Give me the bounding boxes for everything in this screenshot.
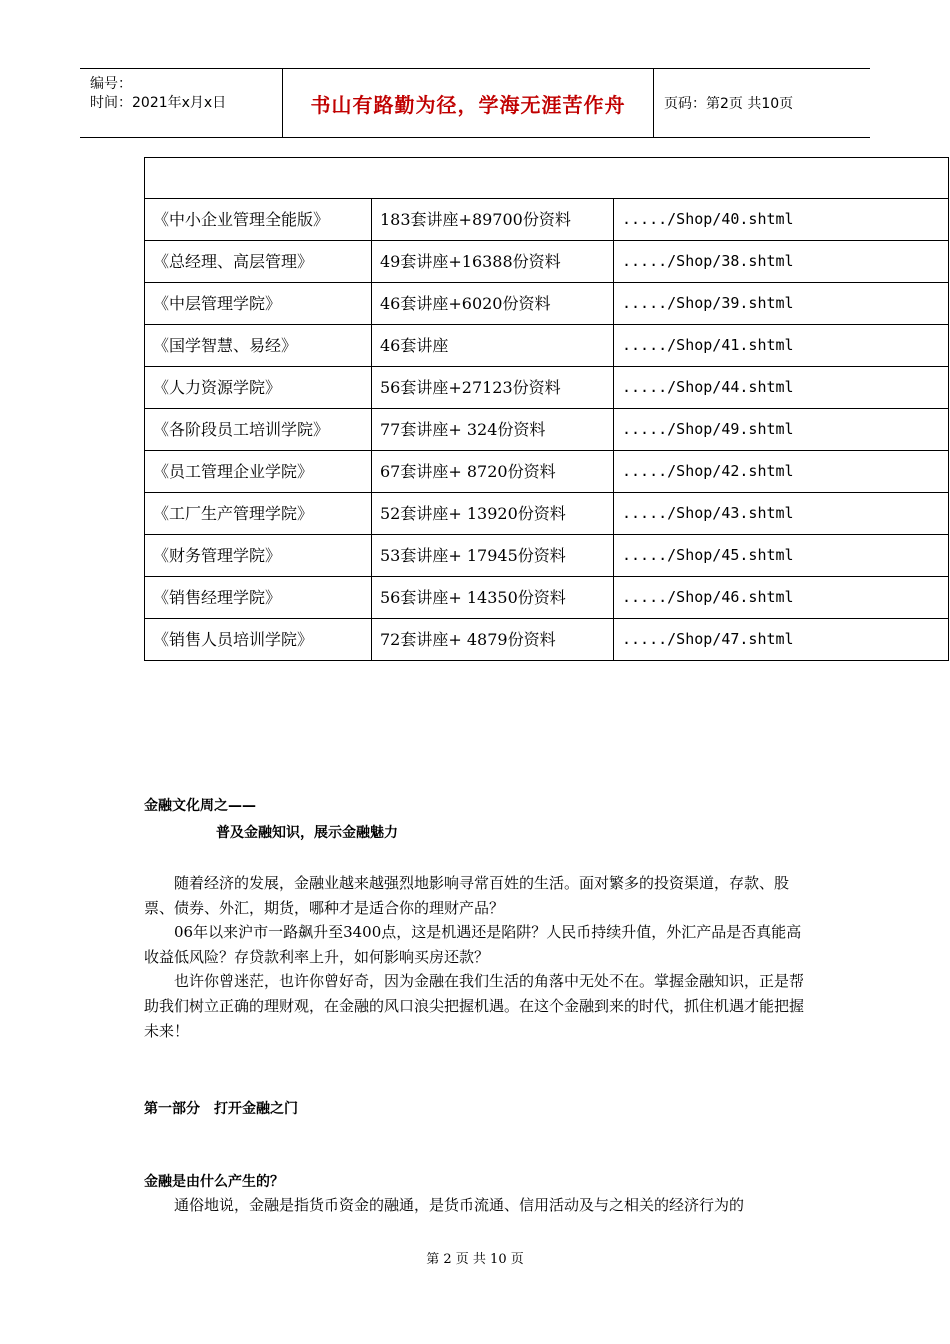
course-name-cell: 《财务管理学院》 (145, 535, 372, 577)
course-content-cell: 52套讲座+ 13920份资料 (372, 493, 614, 535)
course-content-cell: 77套讲座+ 324份资料 (372, 409, 614, 451)
course-name-cell: 《总经理、高层管理》 (145, 241, 372, 283)
header-meta (80, 69, 283, 137)
course-url-cell: ...../Shop/39.shtml (614, 283, 949, 325)
course-url-cell: ...../Shop/44.shtml (614, 367, 949, 409)
time-label: 时间：2021年x月x日 (90, 95, 227, 111)
course-content-cell: 49套讲座+16388份资料 (372, 241, 614, 283)
table-row (145, 493, 949, 535)
course-name-cell: 《中层管理学院》 (145, 283, 372, 325)
number-label: 编号： (90, 76, 132, 92)
course-content-cell: 56套讲座+ 14350份资料 (372, 577, 614, 619)
course-url-cell: ...../Shop/47.shtml (614, 619, 949, 661)
course-url-cell: ...../Shop/45.shtml (614, 535, 949, 577)
table-row (145, 619, 949, 661)
course-name-cell: 《销售经理学院》 (145, 577, 372, 619)
header-page-label: 页码：第2页 共10页 (664, 96, 794, 112)
course-name-cell: 《销售人员培训学院》 (145, 619, 372, 661)
table-row (145, 451, 949, 493)
table-row (145, 535, 949, 577)
course-content-cell: 56套讲座+27123份资料 (372, 367, 614, 409)
course-url-cell: ...../Shop/46.shtml (614, 577, 949, 619)
course-name-cell: 《人力资源学院》 (145, 367, 372, 409)
course-content-cell: 67套讲座+ 8720份资料 (372, 451, 614, 493)
table-row (145, 409, 949, 451)
article-paragraph-1: 随着经济的发展，金融业越来越强烈地影响寻常百姓的生活。面对繁多的投资渠道，存款、股票、债券、外汇，期货，哪种才是适合你的理财产品？ (144, 874, 790, 917)
course-name-cell: 《中小企业管理全能版》 (145, 199, 372, 241)
page-header (80, 68, 870, 138)
course-content-cell: 46套讲座 (372, 325, 614, 367)
table-row (145, 241, 949, 283)
table-empty-cell (145, 158, 949, 199)
course-url-cell: ...../Shop/41.shtml (614, 325, 949, 367)
table-row-empty (145, 158, 949, 199)
course-url-cell: ...../Shop/42.shtml (614, 451, 949, 493)
course-name-cell: 《国学智慧、易经》 (145, 325, 372, 367)
course-name-cell: 《工厂生产管理学院》 (145, 493, 372, 535)
course-name-cell: 《各阶段员工培训学院》 (145, 409, 372, 451)
table-row (145, 283, 949, 325)
part-one-heading: 第一部分 打开金融之门 (144, 1101, 298, 1117)
course-url-cell: ...../Shop/40.shtml (614, 199, 949, 241)
table-row (145, 199, 949, 241)
course-url-cell: ...../Shop/49.shtml (614, 409, 949, 451)
article-paragraph-2: 06年以来沪市一路飙升至3400点，这是机遇还是陷阱？人民币持续升值，外汇产品是否真能高收益低风险？存贷款利率上升，如何影响买房还款？ (144, 923, 802, 966)
header-motto: 书山有路勤为径，学海无涯苦作舟 (283, 69, 654, 137)
page-footer: 第 2 页 共 10 页 (426, 1252, 524, 1267)
course-content-cell: 72套讲座+ 4879份资料 (372, 619, 614, 661)
question-heading: 金融是由什么产生的？ (144, 1174, 284, 1190)
course-content-cell: 46套讲座+6020份资料 (372, 283, 614, 325)
table-row (145, 325, 949, 367)
article-paragraph-4: 通俗地说，金融是指货币资金的融通，是货币流通、信用活动及与之相关的经济行为的 (174, 1196, 745, 1214)
course-content-cell: 53套讲座+ 17945份资料 (372, 535, 614, 577)
course-content-cell: 183套讲座+89700份资料 (372, 199, 614, 241)
article-paragraph-3: 也许你曾迷茫，也许你曾好奇，因为金融在我们生活的角落中无处不在。掌握金融知识，正是帮助我们树立正确的理财观，在金融的风口浪尖把握机遇。在这个金融到来的时代，抓住机遇才能把握未来！ (144, 972, 805, 1040)
course-table (144, 157, 949, 661)
table-row (145, 367, 949, 409)
course-name-cell: 《员工管理企业学院》 (145, 451, 372, 493)
table-row (145, 577, 949, 619)
course-url-cell: ...../Shop/38.shtml (614, 241, 949, 283)
article-heading: 金融文化周之—— (144, 798, 256, 814)
article-subheading: 普及金融知识，展示金融魅力 (216, 825, 398, 841)
course-url-cell: ...../Shop/43.shtml (614, 493, 949, 535)
